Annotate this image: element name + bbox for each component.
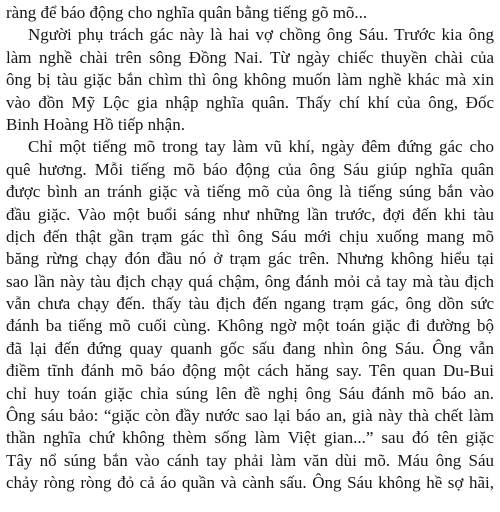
text-line: chỉ huy toán giặc chỉa súng lên đề nghị ông Sáu đánh mõ báo an. (6, 383, 494, 403)
text-line: đánh ba tiếng mõ cuối cùng. Không ngờ một toán giặc đi đường bộ (6, 316, 494, 336)
text-line: được bình an tránh giặc và tiếng mõ của ông là tiếng súng bắn vào (6, 182, 494, 202)
text-line: quê hương. Mỗi tiếng mõ báo động của ông Sáu giúp nghĩa quân (6, 159, 494, 179)
text-line: điềm tĩnh đánh mõ báo động một cách hăng say. Tên quan Du-Bui (6, 361, 494, 381)
text-line: vào đồn Mỹ Lộc gia nhập nghĩa quân. Thấy chí khí của ông, Đốc (6, 92, 494, 112)
text-line: sao lần này tàu địch chạy quá chậm, ông đánh mỏi cả tay mà tàu địch (6, 271, 494, 291)
text-line: đã lại đến đứng quay quanh gốc sấu đang nhìn ông Sáu. Ông vẫn (6, 338, 494, 358)
text-line: ràng để báo động cho nghĩa quân bằng tiếng gõ mõ... (6, 3, 368, 22)
text-line: làm nghề chài trên sông Đồng Nai. Từ ngày chiếc thuyền chài của (6, 47, 494, 67)
text-line: vẫn chưa chạy đến. thấy tàu địch đến ngang trạm gác, ông dồn sức (6, 294, 494, 314)
text-line: đầu giặc. Vào một buổi sáng như những lần trước, đợi đến khi tàu (6, 204, 494, 224)
text-line: Ông sáu bảo: “giặc còn đầy nước sao lại báo an, già này thà chết làm (6, 406, 494, 426)
text-line: Người phụ trách gác này là hai vợ chồng ông Sáu. Trước kia ông (28, 25, 494, 45)
text-line: thần nghĩa chứ không thèm sống làm Việt gian...” sau đó tên giặc (6, 428, 494, 448)
text-line: chảy ròng ròng đỏ cả áo quần và cành sấu. Ông Sáu không hề sợ hãi, (6, 473, 494, 493)
text-line: băng rừng chạy đón đầu nó ở trạm gác trên. Nhưng không hiểu tại (6, 249, 494, 269)
text-line: Chỉ một tiếng mõ trong tay làm vũ khí, ngày đêm đứng gác cho (28, 137, 494, 157)
document-page (6, 2, 494, 495)
text-line: ông bị tàu giặc bắn chìm thì ông không muốn làm nghề khác mà xin (6, 70, 494, 90)
text-line: dịch đến thật gần trạm gác thì ông Sáu mới chịu xuống mang mõ (6, 226, 494, 246)
text-line: Binh Hoàng Hồ tiếp nhận. (6, 114, 185, 134)
text-line: Tây nổ súng bắn vào cánh tay phải làm văn dùi mõ. Máu ông Sáu (6, 450, 494, 470)
